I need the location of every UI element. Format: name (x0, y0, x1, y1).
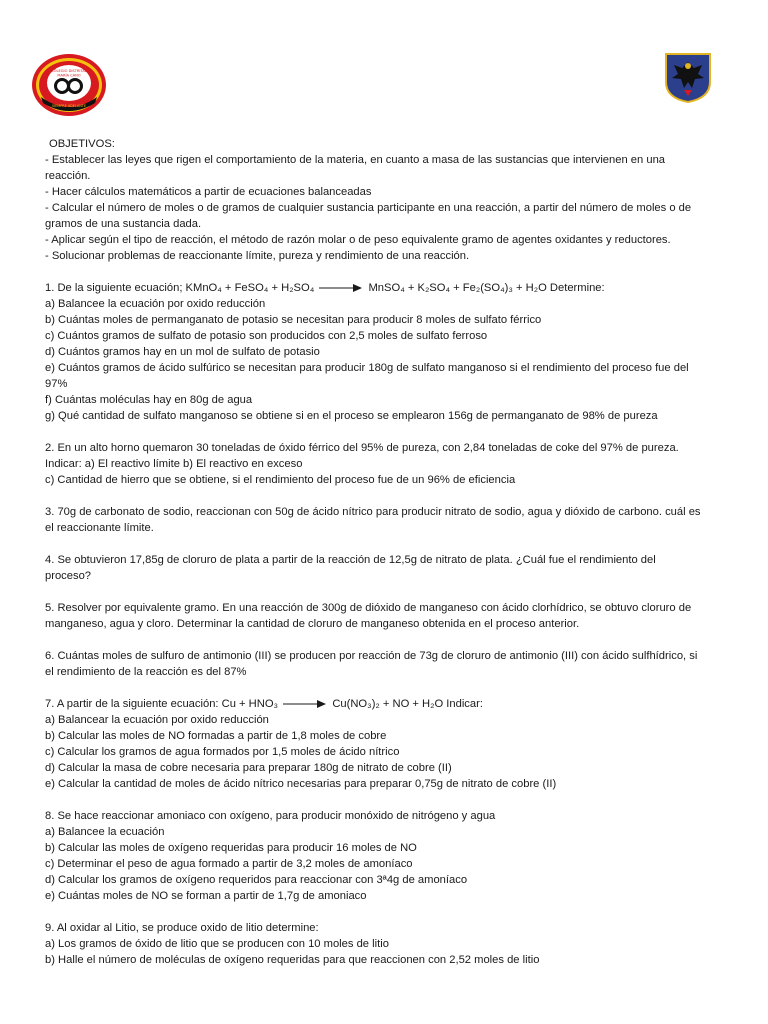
question-8-line: a) Balancee la ecuación (45, 826, 165, 838)
equation-products: Cu(NO₃)₂ + NO + H₂O Indicar: (332, 698, 483, 710)
objective-line: - Hacer cálculos matemáticos a partir de ecuaciones balanceadas (45, 186, 372, 198)
equation-reactants: 7. A partir de la siguiente ecuación: Cu + HNO₃ (45, 698, 279, 710)
objective-line: gramos de una sustancia dada. (45, 218, 202, 230)
question-item: g) Qué cantidad de sulfato manganoso se obtiene si en el proceso se emplearon 156g de permanganato de 98% de pureza (45, 410, 658, 422)
question-9-line: a) Los gramos de óxido de litio que se producen con 10 moles de litio (45, 938, 389, 950)
question-6-line: 6. Cuántas moles de sulfuro de antimonio (III) se producen por reacción de 73g de cloruro de antimonio (III) con ácido sulfhídrico, si (45, 650, 698, 662)
question-item: a) Balancee la ecuación por oxido reducción (45, 298, 266, 310)
question-9-line: 9. Al oxidar al Litio, se produce oxido de litio determine: (45, 922, 319, 934)
objective-line: reacción. (45, 170, 91, 182)
question-8-line: b) Calcular las moles de oxígeno requeridas para producir 16 moles de NO (45, 842, 417, 854)
question-item: b) Cuántas moles de permanganato de potasio se necesitan para producir 8 moles de sulfato férrico (45, 314, 542, 326)
question-item: e) Calcular la cantidad de moles de ácido nítrico necesarias para preparar 0,75g de nitrato de cobre (II) (45, 778, 557, 790)
question-item: 97% (45, 378, 68, 390)
question-8-line: 8. Se hace reaccionar amoniaco con oxígeno, para producir monóxido de nitrógeno y agua (45, 810, 496, 822)
svg-text:SIEMPRE ADELANTE: SIEMPRE ADELANTE (52, 104, 86, 108)
coat-of-arms-icon (664, 52, 712, 104)
reaction-arrow-icon (319, 283, 363, 293)
question-item: d) Cuántos gramos hay en un mol de sulfato de potasio (45, 346, 320, 358)
equation-reactants: 1. De la siguiente ecuación; KMnO₄ + FeSO₄ + H₂SO₄ (45, 282, 315, 294)
svg-text:COLEGIO DISTRITAL: COLEGIO DISTRITAL (51, 69, 87, 73)
question-7-equation (45, 696, 725, 712)
objective-line: - Aplicar según el tipo de reacción, el método de razón molar o de peso equivalente gramo de agentes oxidantes y reductores. (45, 234, 671, 246)
question-item: f) Cuántas moléculas hay en 80g de agua (45, 394, 253, 406)
question-item: e) Cuántos gramos de ácido sulfúrico se necesitan para producir 180g de sulfato manganoso si el rendimiento del proceso fue del (45, 362, 689, 374)
objectives-title: OBJETIVOS: (49, 138, 115, 150)
question-item: c) Cuántos gramos de sulfato de potasio son producidos con 2,5 moles de sulfato ferroso (45, 330, 488, 342)
question-9-line: b) Halle el número de moléculas de oxígeno requeridas para que reaccionen con 2,52 moles de litio (45, 954, 540, 966)
question-6-line: el rendimiento de la reacción es del 87% (45, 666, 247, 678)
question-4-line: 4. Se obtuvieron 17,85g de cloruro de plata a partir de la reacción de 12,5g de nitrato de plata. ¿Cuál fue el rendimiento del (45, 554, 656, 566)
question-1-equation (45, 280, 725, 296)
question-5-line: 5. Resolver por equivalente gramo. En una reacción de 300g de dióxido de manganeso con ácido clorhídrico, se obtuvo cloruro de (45, 602, 692, 614)
question-item: d) Calcular la masa de cobre necesaria para preparar 180g de nitrato de cobre (II) (45, 762, 452, 774)
document-body (45, 136, 725, 968)
question-2-line: c) Cantidad de hierro que se obtiene, si el rendimiento del proceso fue de un 96% de eficiencia (45, 474, 516, 486)
question-3-line: el reaccionante límite. (45, 522, 154, 534)
question-2-line: Indicar: a) El reactivo límite b) El reactivo en exceso (45, 458, 303, 470)
question-3-line: 3. 70g de carbonato de sodio, reaccionan con 50g de ácido nítrico para producir nitrato de sodio, agua y dióxido de carbono. cuál es (45, 506, 701, 518)
question-8-line: d) Calcular los gramos de oxígeno requeridos para reaccionar con 3ª4g de amoníaco (45, 874, 468, 886)
question-2-line: 2. En un alto horno quemaron 30 toneladas de óxido férrico del 95% de pureza, con 2,84 toneladas de coke del 97% de pureza. (45, 442, 679, 454)
question-4-line: proceso? (45, 570, 92, 582)
question-item: c) Calcular los gramos de agua formados por 1,5 moles de ácido nítrico (45, 746, 400, 758)
question-8-line: c) Determinar el peso de agua formado a partir de 3,2 moles de amoníaco (45, 858, 413, 870)
equation-products: MnSO₄ + K₂SO₄ + Fe₂(SO₄)₃ + H₂O Determine: (368, 282, 605, 294)
question-8-line: e) Cuántas moles de NO se forman a partir de 1,7g de amoniaco (45, 890, 367, 902)
question-item: b) Calcular las moles de NO formadas a partir de 1,8 moles de cobre (45, 730, 387, 742)
school-logo-icon (31, 53, 107, 117)
question-5-line: manganeso, agua y cloro. Determinar la cantidad de cloruro de manganeso obtenida en el proceso anterior. (45, 618, 580, 630)
objective-line: - Establecer las leyes que rigen el comportamiento de la materia, en cuanto a masa de las sustancias que intervienen en una (45, 154, 666, 166)
question-item: a) Balancear la ecuación por oxido reducción (45, 714, 269, 726)
svg-text:MARÍA CANO: MARÍA CANO (57, 73, 81, 78)
reaction-arrow-icon (283, 699, 327, 709)
objective-line: - Calcular el número de moles o de gramos de cualquier sustancia participante en una reacción, a partir del número de moles o de (45, 202, 692, 214)
objective-line: - Solucionar problemas de reaccionante límite, pureza y rendimiento de una reacción. (45, 250, 470, 262)
